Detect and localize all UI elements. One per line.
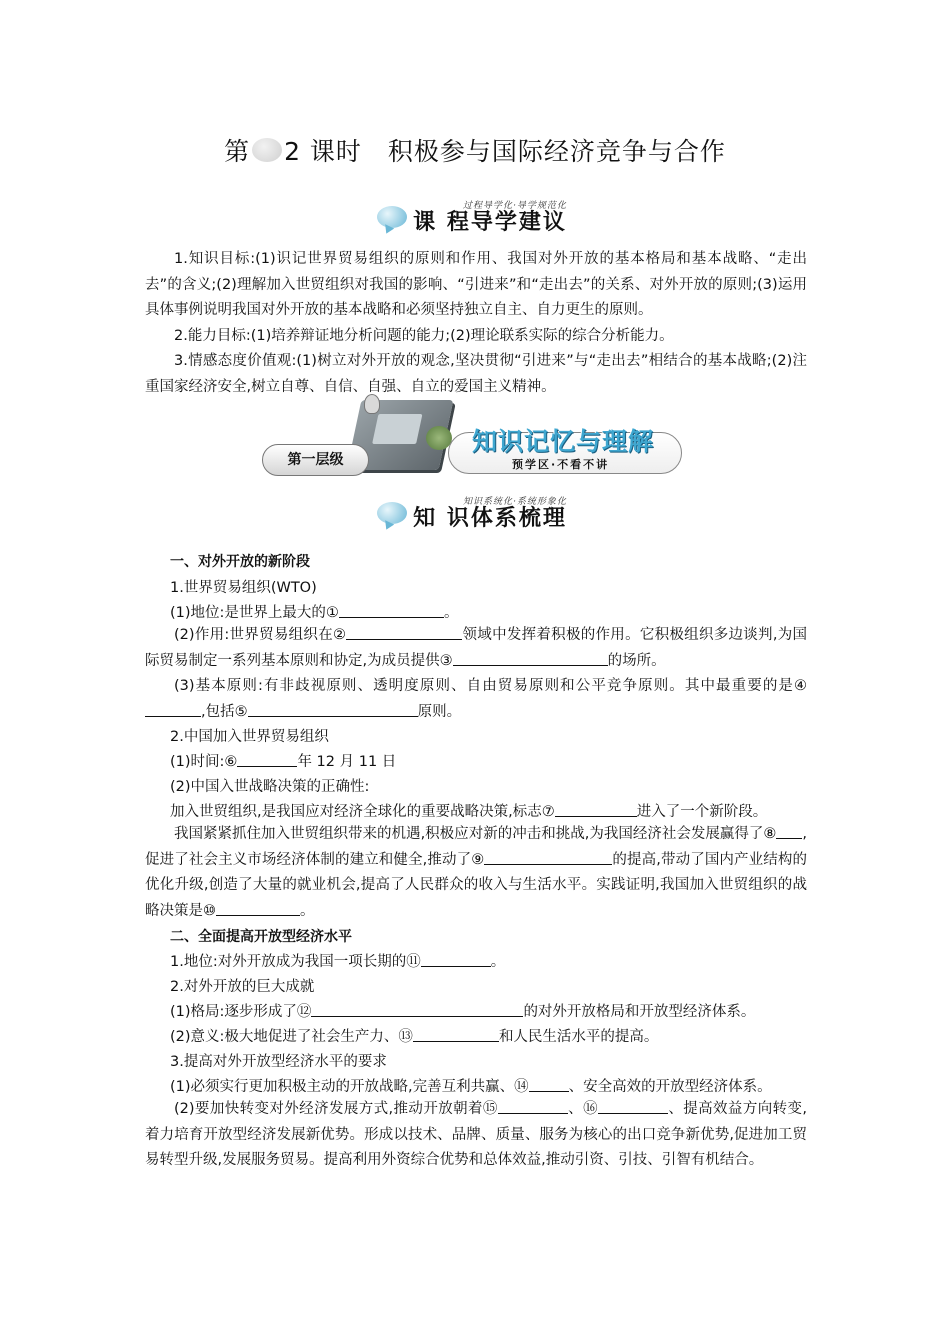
banner-subtitle: 过程导学化·导学规范化 [462,201,567,211]
line-correctness: (2)中国入世战略决策的正确性: [170,779,370,795]
section-heading-1: 一、对外开放的新阶段 [170,554,310,570]
guide-text [145,247,807,400]
section-heading-2: 二、全面提高开放型经济水平 [170,929,352,945]
level-banner [262,400,688,480]
banner-knowledge-system [0,494,950,531]
subheading-requirements: 3.提高对外开放型经济水平的要求 [170,1054,387,1070]
answer-blank[interactable] [339,602,444,618]
answer-blank[interactable] [237,751,297,767]
subheading-achievements: 2.对外开放的巨大成就 [170,979,315,995]
level-subtitle: 预学区·不看不讲 [512,458,610,471]
level-label: 第一层级 [262,444,369,476]
speech-bubble-icon [377,502,407,524]
speech-bubble-icon [377,206,407,228]
butterfly-icon [364,394,380,414]
lesson-title [0,132,950,168]
subheading-china-join: 2.中国加入世界贸易组织 [170,729,329,745]
banner-subtitle: 知识系统化·系统形象化 [462,497,567,507]
answer-blank[interactable] [598,1098,668,1114]
line-join-significance: 加入世贸组织,是我国应对经济全球化的重要战略决策,标志⑦ 进入了一个新阶段。 [170,800,767,821]
banner-heading: 知 识体系梳理 [413,506,567,531]
guide-ability: 2.能力目标:(1)培养辩证地分析问题的能力;(2)理论联系实际的综合分析能力。 [174,327,674,344]
guide-knowledge: 1.知识目标:(1)识记世界贸易组织的原则和作用、我国对外开放的基本格局和基本战略、“走出去”的含义;(2)理解加入世贸组织对我国的影响、“引进来”和“走出去”的关系、对外开放的原则;(3)运用具体事例说明我国对外开放的基本战略和必须坚持独立自主、自力更生的原则。 [145,251,807,318]
answer-blank[interactable] [216,900,300,916]
title-main: 2 课时 积极参与国际经济竞争与合作 [284,137,726,166]
answer-blank[interactable] [776,823,802,839]
level-title: 知识记忆与理解 [472,427,655,456]
answer-blank[interactable] [145,701,201,717]
answer-blank[interactable] [248,701,418,717]
answer-blank[interactable] [311,1001,523,1017]
line-pattern: (1)格局:逐步形成了⑫ 的对外开放格局和开放型经济体系。 [170,1000,755,1021]
title-circle-icon [252,138,282,162]
answer-blank[interactable] [555,801,637,817]
banner-heading: 课 程导学建议 [413,210,567,235]
line-wto-status: (1)地位:是世界上最大的① 。 [170,601,458,622]
answer-blank[interactable] [529,1076,569,1092]
banner-course-guide [0,198,950,235]
line-opening-status: 1.地位:对外开放成为我国一项长期的⑪ 。 [170,950,505,971]
line-strategy: (1)必须实行更加积极主动的开放战略,完善互利共赢、⑭ 、安全高效的开放型经济体系。 [170,1075,772,1096]
answer-blank[interactable] [421,951,491,967]
line-significance: (2)意义:极大地促进了社会生产力、⑬ 和人民生活水平的提高。 [170,1025,658,1046]
para-wto-role: (2)作用:世界贸易组织在② 领域中发挥着积极的作用。它积极组织多边谈判,为国际贸易制定一系列基本原则和协定,为成员提供③ 的场所。 [145,623,807,674]
guide-values: 3.情感态度价值观:(1)树立对外开放的观念,坚决贯彻“引进来”与“走出去”相结合的基本战略;(2)注重国家经济安全,树立自尊、自信、自强、自立的爱国主义精神。 [145,353,807,395]
para-transformation: (2)要加快转变对外经济发展方式,推动开放朝着⑮ 、⑯ 、提高效益方向转变,着力培育开放型经济发展新优势。形成以技术、品牌、质量、服务为核心的出口竞争新优势,促进加工贸易转型升级,发展服务贸易。提高利用外资综合优势和总体效益,推动引资、引技、引智有机结合。 [145,1097,807,1174]
answer-blank[interactable] [453,650,608,666]
answer-blank[interactable] [498,1098,568,1114]
answer-blank[interactable] [346,624,462,640]
subheading-wto: 1.世界贸易组织(WTO) [170,580,317,596]
para-wto-principles: (3)基本原则:有非歧视原则、透明度原则、自由贸易原则和公平竞争原则。其中最重要的是④,包括⑤ 原则。 [145,674,807,725]
line-join-time: (1)时间:⑥ 年 12 月 11 日 [170,750,396,771]
answer-blank[interactable] [413,1026,499,1042]
answer-blank[interactable] [484,849,612,865]
title-prefix: 第 [224,137,251,166]
para-join-effects: 我国紧紧抓住加入世贸组织带来的机遇,积极应对新的冲击和挑战,为我国经济社会发展赢得了⑧ ,促进了社会主义市场经济体制的建立和健全,推动了⑨ 的提高,带动了国内产业结构的优化升级,创造了大量的就业机会,提高了人民群众的收入与生活水平。实践证明,我国加入世贸组织的战略决策是⑩ 。 [145,822,807,924]
